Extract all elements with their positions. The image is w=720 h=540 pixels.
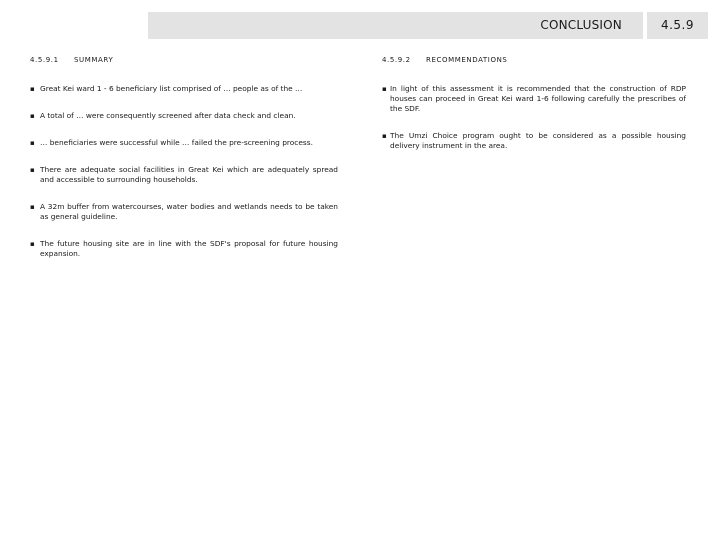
header-section-number: 4.5.9 (660, 18, 694, 32)
summary-item: ▪ … beneficiaries were successful while … failed the pre-screening process. (30, 138, 338, 148)
header-divider (643, 12, 647, 39)
recommendations-list (382, 84, 686, 151)
recommendations-section-label: RECOMMENDATIONS (426, 56, 508, 64)
summary-column (30, 56, 338, 276)
summary-item: ▪ The future housing site are in line with the SDF's proposal for future housing expansion. (30, 239, 338, 259)
recommendation-item: ▪ In light of this assessment it is recommended that the construction of RDP houses can proceed in Great Kei ward 1-6 following carefully the prescribes of the SDF. (382, 84, 686, 114)
summary-item: ▪ A 32m buffer from watercourses, water bodies and wetlands needs to be taken as general guideline. (30, 202, 338, 222)
summary-heading (30, 56, 338, 64)
recommendation-item: ▪ The Umzi Choice program ought to be considered as a possible housing delivery instrument in the area. (382, 131, 686, 151)
summary-item: ▪ There are adequate social facilities in Great Kei which are adequately spread and accessible to surrounding households. (30, 165, 338, 185)
page-header (148, 12, 708, 39)
summary-item: ▪ A total of … were consequently screened after data check and clean. (30, 111, 338, 121)
summary-section-number: 4.5.9.1 (30, 56, 59, 64)
recommendations-section-number: 4.5.9.2 (382, 56, 411, 64)
summary-item: ▪ Great Kei ward 1 - 6 beneficiary list comprised of … people as of the … (30, 84, 338, 94)
summary-section-label: SUMMARY (74, 56, 114, 64)
recommendations-heading (382, 56, 686, 64)
summary-list (30, 84, 338, 259)
recommendations-column (382, 56, 686, 168)
header-title: CONCLUSION (540, 18, 622, 32)
